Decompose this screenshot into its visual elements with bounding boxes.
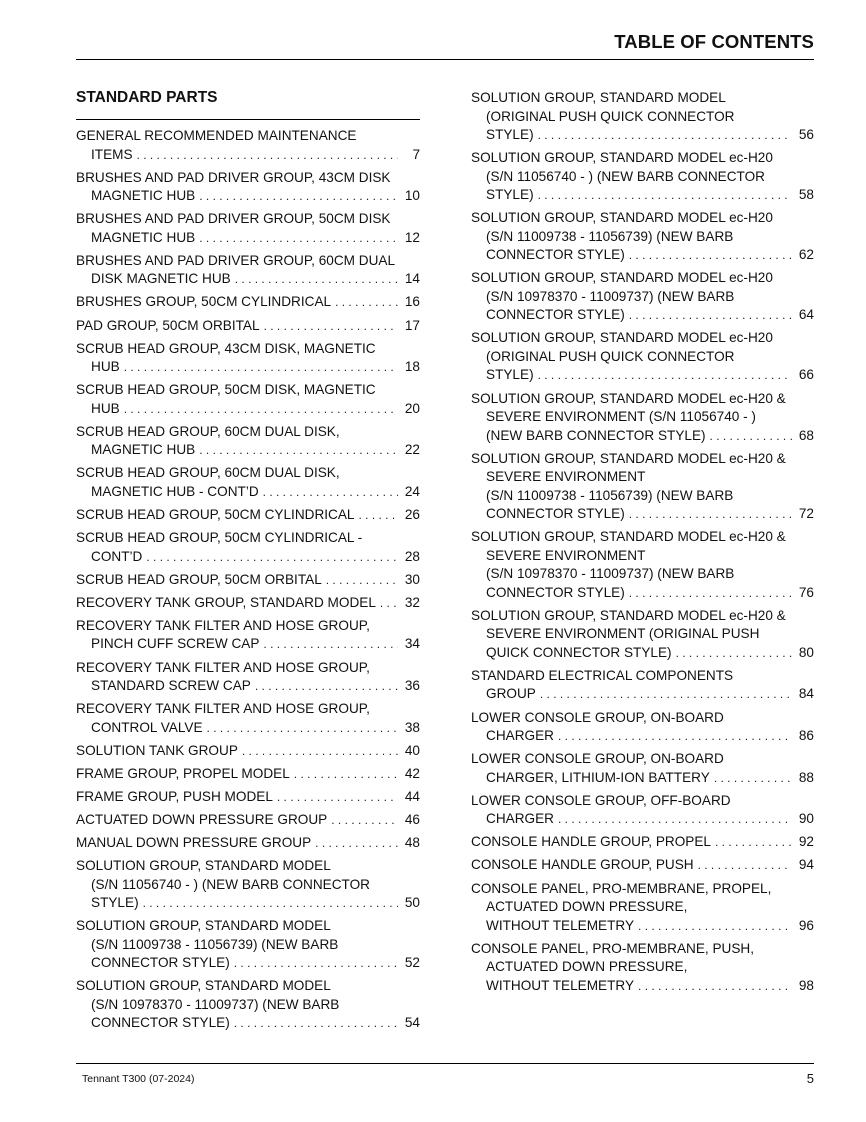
toc-entry-text: SOLUTION GROUP, STANDARD MODEL ec-H20 [471,270,773,286]
footer-page-number: 5 [806,1071,814,1086]
toc-entry-text: STYLE) [486,367,534,383]
toc-page-number: 48 [404,835,420,851]
toc-entry[interactable] [471,856,814,875]
toc-entry-text: (S/N 10978370 - 11009737) (NEW BARB [486,288,735,304]
dot-leader [638,917,792,936]
toc-entry-text: PAD GROUP, 50CM ORBITAL [76,317,260,333]
toc-page-number: 52 [404,955,420,971]
toc-entry-text: SEVERE ENVIRONMENT (S/N 11056740 - ) [486,409,756,424]
dot-leader [331,811,398,830]
toc-page-number: 84 [798,686,814,702]
dot-leader [263,635,398,654]
toc-entry-text: (S/N 11009738 - 11056739) (NEW BARB [91,936,339,952]
toc-page-number: 98 [798,977,814,993]
toc-entry[interactable] [471,750,814,787]
toc-entry-text: (NEW BARB CONNECTOR STYLE) [486,427,706,443]
toc-entry[interactable] [76,529,420,566]
toc-entry[interactable] [471,450,814,524]
toc-entry-text: STYLE) [486,187,534,203]
dot-leader [199,187,398,206]
toc-entry-text: SOLUTION GROUP, STANDARD MODEL ec-H20 & [471,450,786,466]
toc-page-number: 34 [404,636,420,652]
toc-page-number: 96 [798,917,814,933]
toc-entry-text: MAGNETIC HUB [91,229,196,245]
page-title: TABLE OF CONTENTS [614,31,814,52]
toc-entry[interactable] [471,940,814,996]
dot-leader [629,306,792,325]
toc-page-number: 54 [404,1015,420,1031]
toc-entry-text: DISK MAGNETIC HUB [91,271,231,287]
toc-entry-text: SOLUTION GROUP, STANDARD MODEL [76,858,331,874]
dot-leader [380,594,398,613]
toc-entry[interactable] [76,317,420,336]
toc-entry-text: SCRUB HEAD GROUP, 43CM DISK, MAGNETIC [76,340,376,356]
toc-entry[interactable] [76,464,420,501]
toc-entry-text: (S/N 11056740 - ) (NEW BARB CONNECTOR [486,168,765,184]
toc-page-number: 10 [404,188,420,204]
dot-leader [255,677,398,696]
section-title: STANDARD PARTS [76,89,218,106]
dot-leader [638,977,792,996]
toc-page-number: 92 [798,834,814,850]
toc-entry-text: SOLUTION GROUP, STANDARD MODEL ec-H20 [471,150,773,166]
toc-entry-text: WITHOUT TELEMETRY [486,917,635,933]
toc-entry-text: CHARGER [486,811,554,827]
toc-entry-text: MAGNETIC HUB [91,442,196,458]
dot-leader [629,246,792,265]
toc-page-number: 36 [404,678,420,693]
toc-entry-text: BRUSHES AND PAD DRIVER GROUP, 50CM DISK [76,211,391,227]
toc-entry-text: GROUP [486,686,536,702]
toc-entry-text: BRUSHES GROUP, 50CM CYLINDRICAL [76,294,332,310]
toc-entry-text: MAGNETIC HUB [91,188,196,204]
toc-page-number: 12 [404,229,420,245]
toc-page-number: 72 [798,506,814,522]
dot-leader [234,1014,398,1033]
dot-leader [558,810,792,829]
toc-entry[interactable] [76,169,420,206]
toc-entry[interactable] [471,709,814,746]
toc-entry[interactable] [76,700,420,737]
toc-entry-text: CONSOLE PANEL, PRO-MEMBRANE, PROPEL, [471,880,772,896]
dot-leader [715,833,792,852]
toc-entry-text: SOLUTION GROUP, STANDARD MODEL ec-H20 & [471,607,786,623]
toc-page-number: 94 [798,857,814,873]
footer-divider [76,1063,814,1064]
toc-entry-text: CHARGER, LITHIUM-ION BATTERY [486,769,710,785]
toc-page-number: 58 [798,187,814,203]
toc-entry-text: ACTUATED DOWN PRESSURE, [486,959,688,975]
toc-entry-text: SCRUB HEAD GROUP, 60CM DUAL DISK, [76,465,340,481]
toc-page-number: 14 [404,271,420,287]
toc-entry-text: (S/N 10978370 - 11009737) (NEW BARB [91,996,340,1012]
toc-entry-text: PINCH CUFF SCREW CAP [91,636,260,652]
toc-entry[interactable] [76,381,420,418]
toc-page-number: 56 [798,127,814,142]
toc-page-number: 38 [404,719,420,735]
toc-entry[interactable] [471,329,814,385]
dot-leader [199,441,398,460]
toc-page-number: 62 [798,247,814,263]
dot-leader [538,366,792,385]
toc-entry[interactable] [76,788,420,807]
toc-entry-text: (S/N 11009738 - 11056739) (NEW BARB [486,228,734,244]
toc-page-number: 90 [798,811,814,827]
toc-entry[interactable] [76,977,420,1033]
toc-entry[interactable] [76,811,420,830]
toc-entry-text: SOLUTION GROUP, STANDARD MODEL [76,918,331,934]
toc-entry-text: CONTROL VALVE [91,719,203,735]
toc-entry-text: SOLUTION GROUP, STANDARD MODEL ec-H20 [471,210,773,226]
toc-entry-text: RECOVERY TANK FILTER AND HOSE GROUP, [76,617,370,633]
toc-entry-text: STYLE) [486,127,534,142]
toc-entry-text: CONNECTOR STYLE) [91,955,230,971]
toc-entry-text: CONSOLE PANEL, PRO-MEMBRANE, PUSH, [471,940,755,956]
toc-entry-text: SOLUTION GROUP, STANDARD MODEL [76,978,331,994]
toc-entry-text: ACTUATED DOWN PRESSURE GROUP [76,812,328,827]
toc-page-number: 44 [404,788,420,804]
toc-page-number: 18 [404,359,420,375]
dot-leader [264,317,398,336]
toc-entry-text: CONNECTOR STYLE) [91,1015,230,1031]
dot-leader [199,229,398,248]
toc-page-number: 46 [404,812,420,827]
toc-entry[interactable] [76,617,420,654]
dot-leader [207,719,398,738]
toc-entry[interactable] [471,792,814,829]
toc-entry-text: SOLUTION GROUP, STANDARD MODEL [471,90,726,105]
toc-entry-text: SCRUB HEAD GROUP, 50CM ORBITAL [76,571,322,587]
toc-entry-text: (S/N 10978370 - 11009737) (NEW BARB [486,566,735,582]
toc-page-number: 20 [404,400,420,416]
toc-page-number: 30 [404,571,420,587]
toc-entry[interactable] [471,89,814,145]
toc-entry[interactable] [76,340,420,377]
footer-document-id: Tennant T300 (07-2024) [82,1073,195,1085]
dot-leader [124,400,398,419]
toc-entry[interactable] [471,209,814,265]
toc-entry-text: STANDARD ELECTRICAL COMPONENTS [471,667,734,683]
dot-leader [335,293,398,312]
toc-page-number: 80 [798,644,814,660]
dot-leader [326,571,398,590]
toc-page-number: 86 [798,728,814,743]
toc-entry-text: FRAME GROUP, PROPEL MODEL [76,765,290,781]
toc-entry-text: HUB [91,400,120,416]
toc-entry-text: CONNECTOR STYLE) [486,307,625,323]
toc-entry[interactable] [471,833,814,852]
toc-entry-text: CONNECTOR STYLE) [486,247,625,263]
dot-leader [710,427,792,446]
dot-leader [235,270,398,289]
toc-entry[interactable] [76,423,420,460]
toc-entry[interactable] [471,149,814,205]
toc-entry-text: STYLE) [91,895,139,911]
toc-entry[interactable] [76,765,420,784]
toc-entry-text: SCRUB HEAD GROUP, 50CM CYLINDRICAL [76,507,355,522]
dot-leader [143,894,398,913]
toc-entry-text: CONNECTOR STYLE) [486,584,625,600]
toc-entry[interactable] [76,506,420,525]
toc-page-number: 28 [404,548,420,564]
toc-entry-text: GENERAL RECOMMENDED MAINTENANCE [76,128,357,143]
header-divider [76,59,814,60]
toc-entry[interactable] [76,210,420,247]
toc-page-number: 64 [798,307,814,323]
toc-entry[interactable] [76,594,420,613]
toc-page-number: 32 [404,594,420,610]
toc-entry[interactable] [471,667,814,704]
toc-entry-text: SCRUB HEAD GROUP, 50CM CYLINDRICAL - [76,530,363,546]
dot-leader [629,584,792,603]
toc-entry-text: ITEMS [91,146,133,162]
toc-page-number: 16 [404,294,420,310]
toc-entry-text: SEVERE ENVIRONMENT [486,469,646,485]
toc-page-number: 76 [798,584,814,600]
toc-entry-text: SOLUTION TANK GROUP [76,742,238,758]
toc-entry-text: LOWER CONSOLE GROUP, ON-BOARD [471,709,724,725]
toc-entry-text: SCRUB HEAD GROUP, 50CM DISK, MAGNETIC [76,382,376,398]
dot-leader [242,742,398,761]
toc-entry[interactable] [76,834,420,853]
toc-entry-text: LOWER CONSOLE GROUP, OFF-BOARD [471,792,731,808]
toc-entry-text: CONSOLE HANDLE GROUP, PROPEL [471,834,711,850]
toc-entry-text: CONNECTOR STYLE) [486,506,625,522]
toc-entry-text: SOLUTION GROUP, STANDARD MODEL ec-H20 & [471,529,786,545]
toc-entry-text: (ORIGINAL PUSH QUICK CONNECTOR [486,348,735,364]
toc-entry-text: QUICK CONNECTOR STYLE) [486,644,672,660]
toc-entry-text: RECOVERY TANK FILTER AND HOSE GROUP, [76,659,370,675]
toc-page-number: 66 [798,367,814,383]
toc-entry[interactable] [76,917,420,973]
toc-entry[interactable] [76,659,420,696]
toc-entry-text: WITHOUT TELEMETRY [486,977,635,993]
dot-leader [234,954,398,973]
dot-leader [137,146,398,165]
toc-page-number: 22 [404,442,420,458]
dot-leader [714,769,792,788]
toc-entry[interactable] [471,607,814,663]
toc-page-number: 17 [404,317,420,333]
toc-page-number: 24 [404,483,420,499]
toc-entry-text: BRUSHES AND PAD DRIVER GROUP, 60CM DUAL [76,252,396,268]
dot-leader [538,126,792,145]
section-divider [76,119,420,120]
dot-leader [146,548,398,567]
toc-entry[interactable] [471,269,814,325]
toc-entry-text: RECOVERY TANK GROUP, STANDARD MODEL [76,594,376,610]
toc-entry[interactable] [76,293,420,312]
toc-entry[interactable] [76,571,420,590]
toc-entry[interactable] [471,390,814,446]
dot-leader [698,856,792,875]
dot-leader [558,727,792,746]
toc-page-number: 40 [404,742,420,758]
toc-entry-text: (S/N 11056740 - ) (NEW BARB CONNECTOR [91,876,370,892]
toc-entry-text: (S/N 11009738 - 11056739) (NEW BARB [486,487,734,503]
toc-entry-text: MAGNETIC HUB - CONT’D [91,483,259,499]
toc-page-number: 26 [404,507,420,522]
toc-entry-text: SCRUB HEAD GROUP, 60CM DUAL DISK, [76,423,340,439]
toc-entry[interactable] [76,252,420,289]
toc-entry-text: BRUSHES AND PAD DRIVER GROUP, 43CM DISK [76,169,391,185]
dot-leader [629,505,792,524]
toc-entry-text: RECOVERY TANK FILTER AND HOSE GROUP, [76,701,370,717]
toc-entry[interactable] [471,880,814,936]
toc-entry-text: MANUAL DOWN PRESSURE GROUP [76,835,312,851]
toc-entry-text: SOLUTION GROUP, STANDARD MODEL ec-H20 [471,330,773,346]
dot-leader [263,483,398,502]
dot-leader [676,644,792,663]
toc-entry-text: CHARGER [486,728,554,743]
dot-leader [538,186,792,205]
toc-page-number: 42 [404,765,420,781]
toc-entry-text: (ORIGINAL PUSH QUICK CONNECTOR [486,108,735,124]
toc-entry[interactable] [76,742,420,761]
toc-page-number: 50 [404,895,420,911]
toc-entry-text: SEVERE ENVIRONMENT (ORIGINAL PUSH [486,626,760,642]
toc-page-number: 88 [798,769,814,785]
toc-entry[interactable] [76,127,420,164]
toc-entry-text: SOLUTION GROUP, STANDARD MODEL ec-H20 & [471,390,786,406]
dot-leader [359,506,399,525]
toc-entry-text: CONT’D [91,548,143,564]
toc-entry-text: FRAME GROUP, PUSH MODEL [76,788,273,804]
dot-leader [540,685,792,704]
toc-entry-text: ACTUATED DOWN PRESSURE, [486,899,688,914]
toc-entry[interactable] [471,528,814,602]
dot-leader [294,765,398,784]
toc-entry-text: SEVERE ENVIRONMENT [486,547,646,563]
dot-leader [315,834,398,853]
dot-leader [124,358,398,377]
dot-leader [277,788,398,807]
toc-page-number: 7 [412,146,420,162]
toc-entry-text: LOWER CONSOLE GROUP, ON-BOARD [471,751,724,767]
toc-entry-text: CONSOLE HANDLE GROUP, PUSH [471,857,694,873]
toc-entry[interactable] [76,857,420,913]
toc-page-number: 68 [798,427,814,443]
toc-entry-text: STANDARD SCREW CAP [91,678,251,693]
toc-entry-text: HUB [91,359,120,375]
